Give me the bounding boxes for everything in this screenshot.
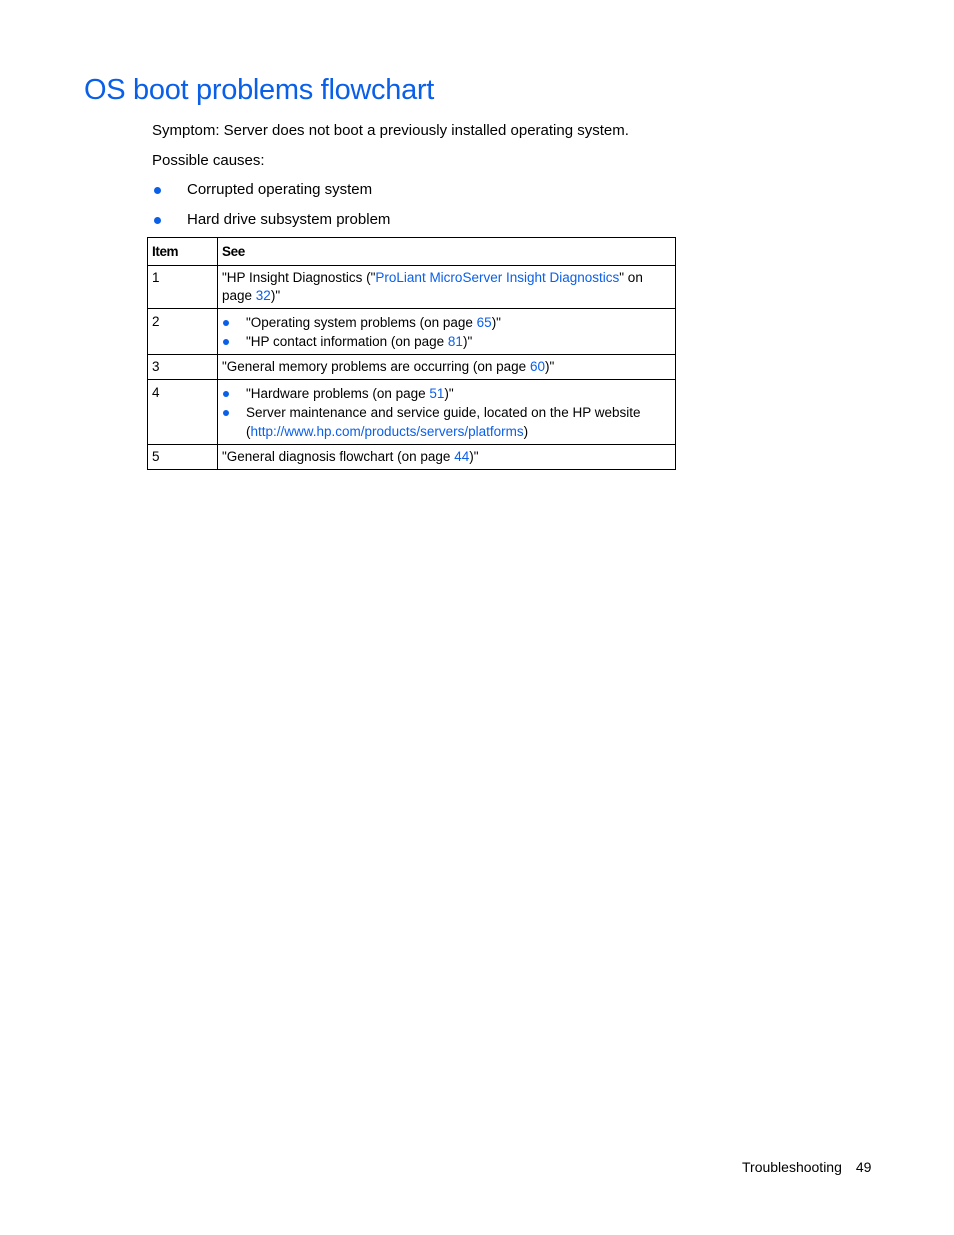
item-number: 4 bbox=[148, 380, 218, 445]
see-cell bbox=[218, 445, 676, 470]
table-row bbox=[148, 266, 676, 309]
page-link[interactable]: 65 bbox=[476, 315, 492, 330]
table-row bbox=[148, 355, 676, 380]
bullet-icon bbox=[223, 320, 229, 326]
header-item: Item bbox=[148, 238, 218, 266]
insight-diagnostics-link[interactable]: ProLiant MicroServer Insight Diagnostics bbox=[375, 270, 620, 285]
page-link[interactable]: 32 bbox=[255, 288, 271, 303]
header-see: See bbox=[218, 238, 676, 266]
see-text: "HP contact information (on page bbox=[246, 334, 448, 349]
see-table bbox=[147, 237, 676, 470]
cause-text: Corrupted operating system bbox=[187, 181, 373, 198]
see-list bbox=[222, 313, 671, 351]
page-link[interactable]: 51 bbox=[429, 386, 445, 401]
see-text: "Hardware problems (on page bbox=[246, 386, 430, 401]
see-cell bbox=[218, 266, 676, 309]
bullet-icon bbox=[223, 410, 229, 416]
list-item bbox=[222, 403, 671, 441]
hp-website-link[interactable]: http://www.hp.com/products/servers/platforms bbox=[250, 424, 524, 439]
table-header-row bbox=[148, 238, 676, 266]
see-text: "Operating system problems (on page bbox=[246, 315, 477, 330]
cause-text: Hard drive subsystem problem bbox=[187, 211, 391, 228]
bullet-icon bbox=[223, 339, 229, 345]
see-text: )" bbox=[462, 334, 473, 349]
see-text: "HP Insight Diagnostics (" bbox=[222, 270, 376, 285]
page-link[interactable]: 44 bbox=[454, 449, 470, 464]
see-text: )" bbox=[270, 288, 281, 303]
symptom-text: Symptom: Server does not boot a previously installed operating system. bbox=[152, 122, 629, 139]
possible-causes-label: Possible causes: bbox=[152, 152, 265, 169]
item-number: 3 bbox=[148, 355, 218, 380]
see-text: "General diagnosis flowchart (on page bbox=[222, 449, 455, 464]
see-text: "General memory problems are occurring (on page bbox=[222, 359, 530, 374]
list-item bbox=[222, 313, 671, 332]
page-link[interactable]: 60 bbox=[529, 359, 545, 374]
see-list bbox=[222, 384, 671, 441]
table-row bbox=[148, 309, 676, 355]
table-row bbox=[148, 380, 676, 445]
bullet-icon bbox=[223, 391, 229, 397]
table-row bbox=[148, 445, 676, 470]
page-title: OS boot problems flowchart bbox=[84, 74, 435, 106]
see-text: Server maintenance and service guide, located on the HP website ( bbox=[246, 405, 641, 439]
item-number: 2 bbox=[148, 309, 218, 355]
item-number: 1 bbox=[148, 266, 218, 309]
see-cell bbox=[218, 355, 676, 380]
bullet-icon bbox=[154, 187, 161, 194]
item-number: 5 bbox=[148, 445, 218, 470]
page-footer bbox=[742, 1159, 871, 1175]
see-cell bbox=[218, 309, 676, 355]
see-text: " on page bbox=[222, 270, 643, 303]
see-cell bbox=[218, 380, 676, 445]
bullet-icon bbox=[154, 217, 161, 224]
footer-section: Troubleshooting bbox=[742, 1159, 842, 1175]
see-text: )" bbox=[469, 449, 479, 464]
see-text: )" bbox=[444, 386, 454, 401]
page-link[interactable]: 81 bbox=[447, 334, 463, 349]
see-text: )" bbox=[491, 315, 501, 330]
list-item bbox=[222, 384, 671, 403]
see-text: )" bbox=[544, 359, 555, 374]
list-item bbox=[222, 332, 671, 351]
footer-page-number: 49 bbox=[855, 1159, 872, 1175]
see-text: ) bbox=[523, 424, 529, 439]
